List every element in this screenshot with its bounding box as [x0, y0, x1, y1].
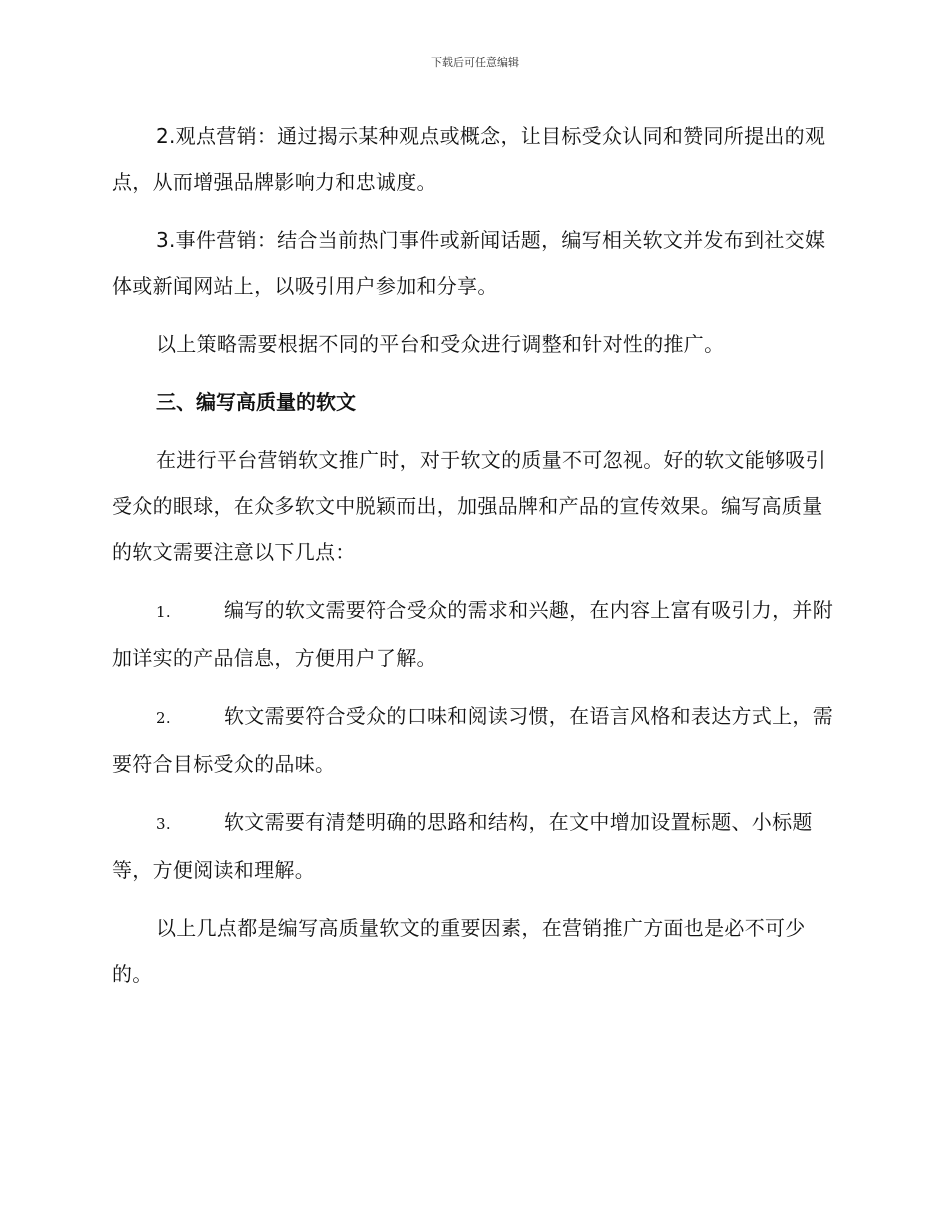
list-item-text: 软文需要有清楚明确的思路和结构，在文中增加设置标题、小标题等，方便阅读和理解。 [112, 810, 813, 882]
list-item [112, 799, 834, 893]
paragraph-event-marketing: 3.事件营销：结合当前热门事件或新闻话题，编写相关软文并发布到社交媒体或新闻网站上，以吸引用户参加和分享。 [112, 228, 826, 298]
list-item-number: 1. [156, 603, 171, 621]
list-item [112, 587, 834, 681]
list-item-number: 2. [156, 709, 171, 727]
paragraph-strategy-summary: 以上策略需要根据不同的平台和受众进行调整和针对性的推广。 [156, 332, 725, 356]
paragraph-viewpoint-marketing: 2.观点营销：通过揭示某种观点或概念，让目标受众认同和赞同所提出的观点，从而增强品牌影响力和忠诚度。 [112, 124, 826, 194]
page-header-note: 下载后可任意编辑 [431, 56, 519, 69]
list-item-text: 软文需要符合受众的口味和阅读习惯，在语言风格和表达方式上，需要符合目标受众的品味。 [112, 704, 833, 776]
list-item-text: 编写的软文需要符合受众的需求和兴趣，在内容上富有吸引力，并附加详实的产品信息，方便用户了解。 [112, 598, 833, 670]
section-conclusion: 以上几点都是编写高质量软文的重要因素，在营销推广方面也是必不可少的。 [112, 916, 806, 986]
section-heading: 三、编写高质量的软文 [156, 390, 356, 414]
list-item [112, 693, 834, 787]
document-body [112, 113, 834, 1009]
section-intro: 在进行平台营销软文推广时，对于软文的质量不可忽视。好的软文能够吸引受众的眼球，在众多软文中脱颖而出，加强品牌和产品的宣传效果。编写高质量的软文需要注意以下几点： [112, 448, 826, 564]
list-item-number: 3. [156, 815, 171, 833]
